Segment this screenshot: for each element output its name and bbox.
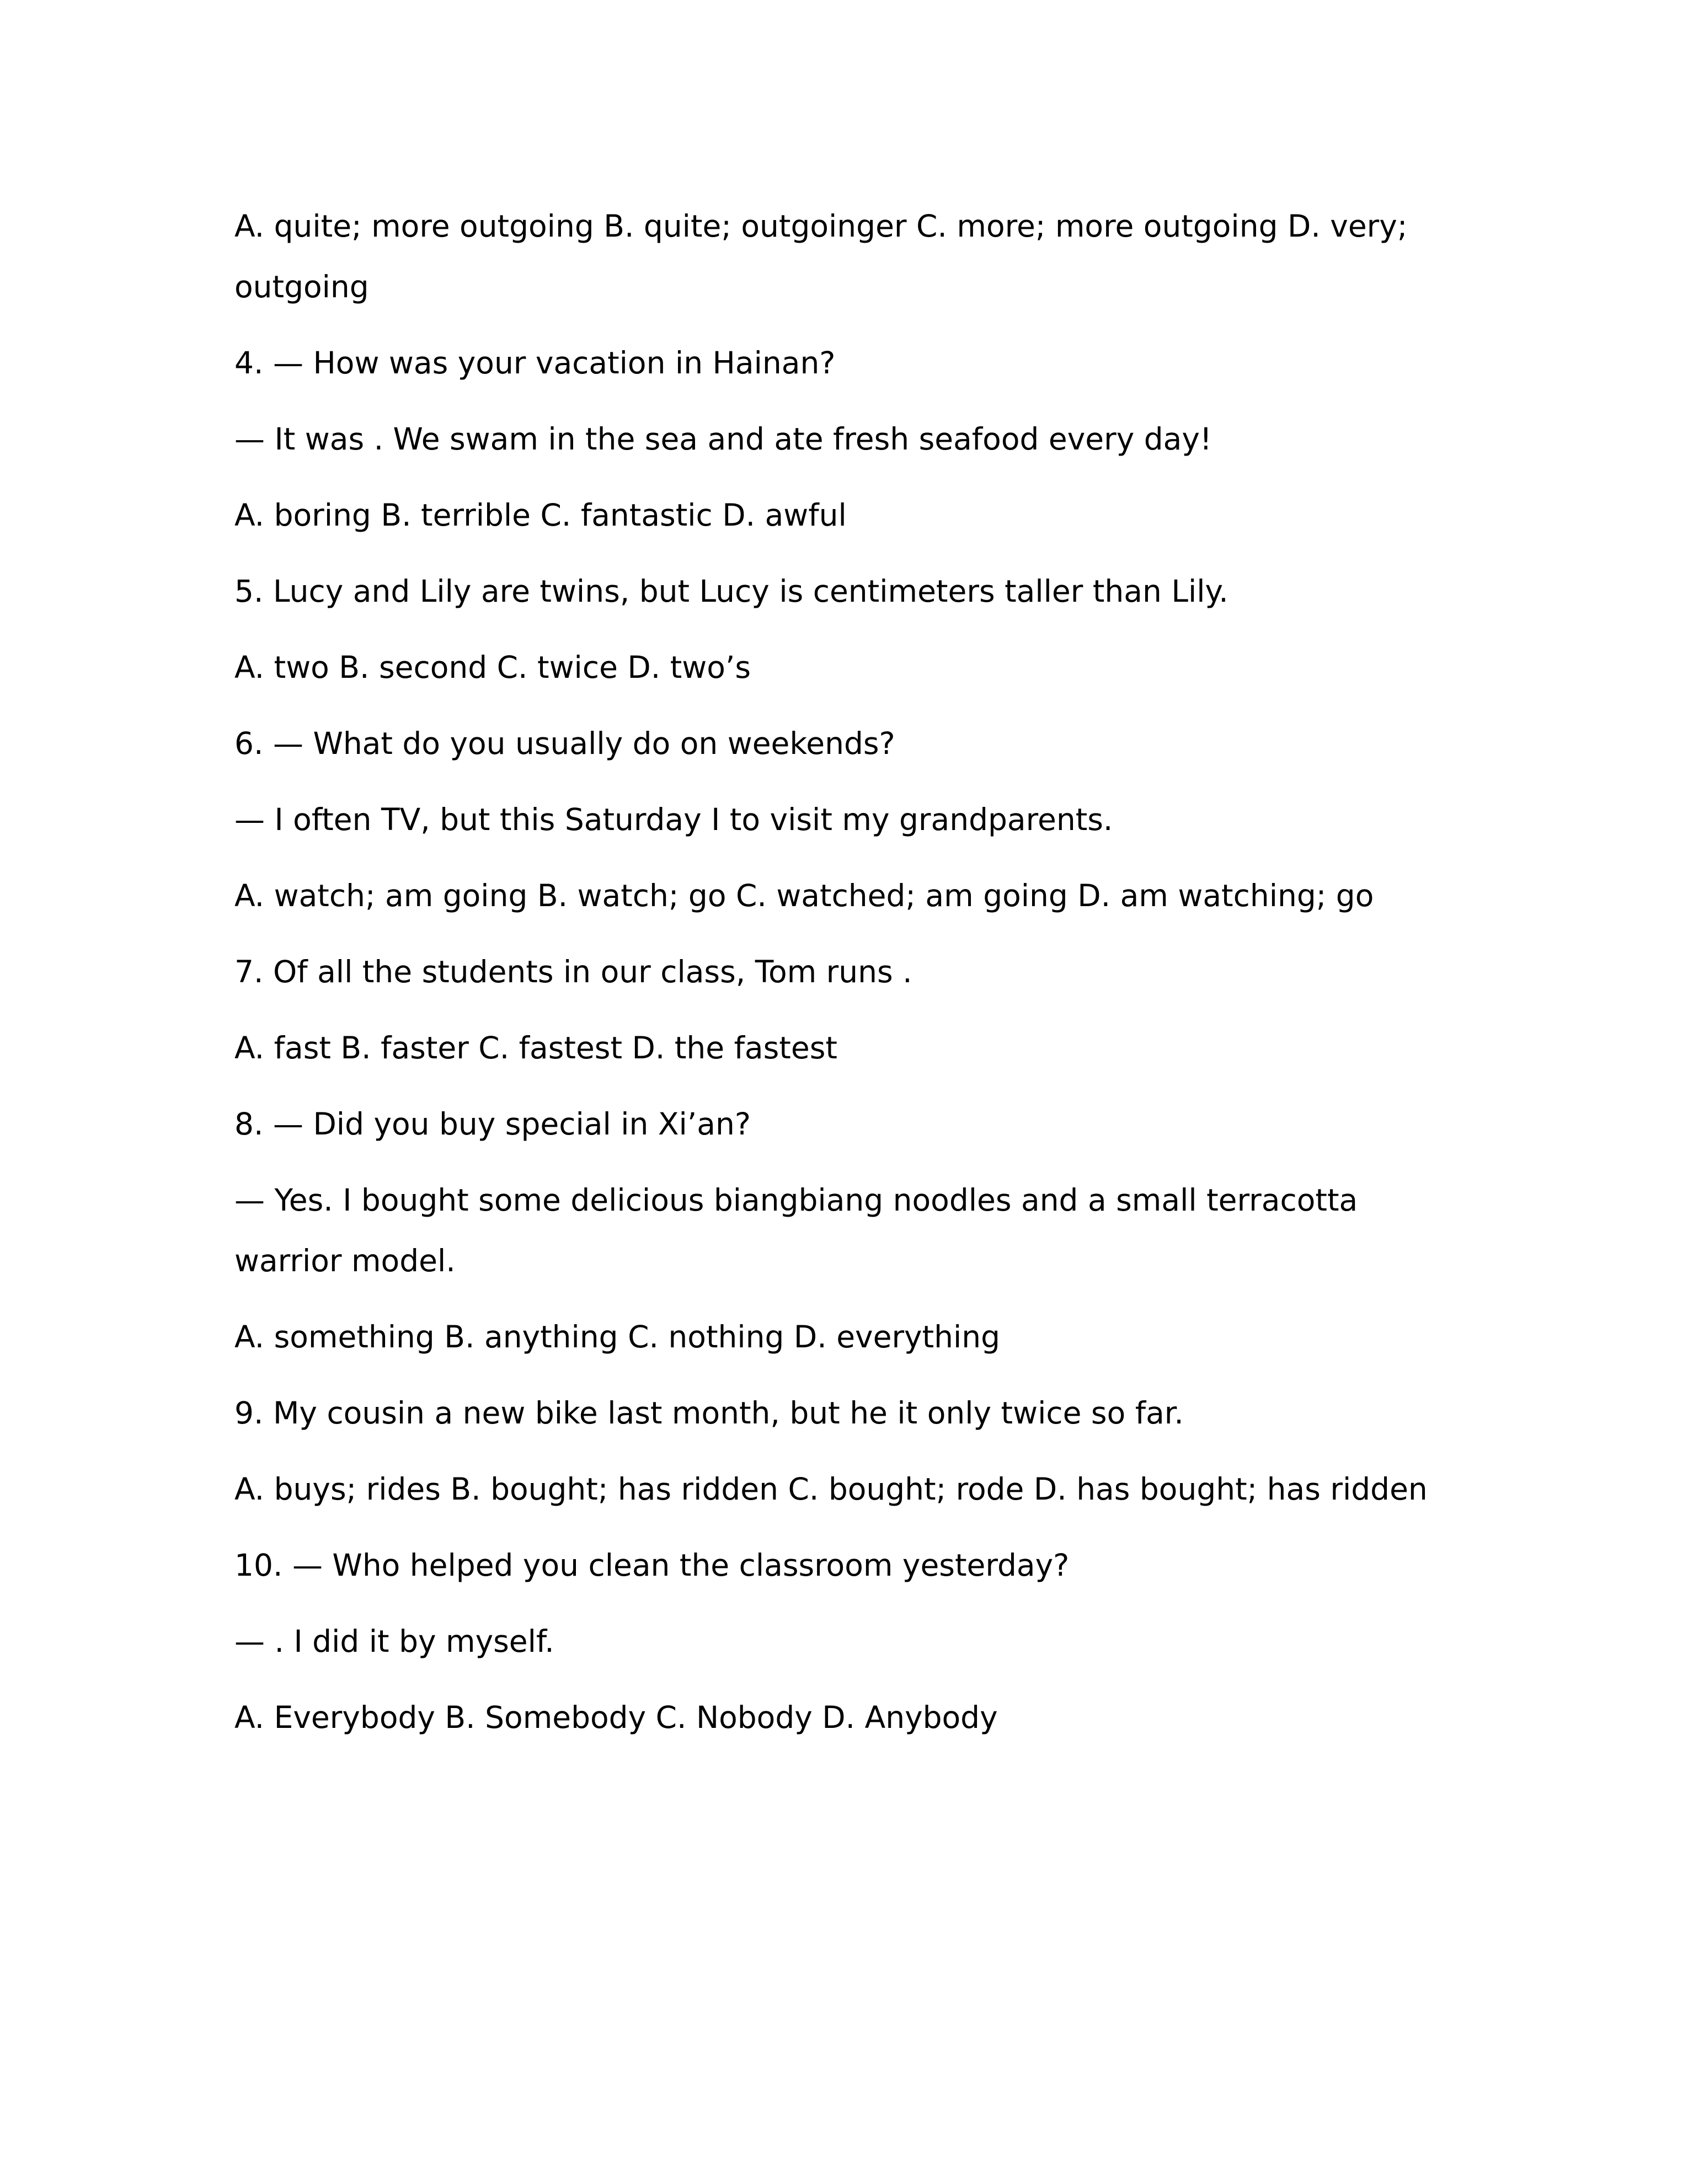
q4-question: 4. — How was your vacation in Hainan?: [234, 345, 836, 381]
q6-question: 6. — What do you usually do on weekends?: [234, 726, 895, 761]
q10-answer-line: — . I did it by myself.: [234, 1624, 554, 1659]
q7-question: 7. Of all the students in our class, Tom runs .: [234, 954, 912, 989]
q8-options: A. something B. anything C. nothing D. everything: [234, 1319, 1001, 1355]
q8-question: 8. — Did you buy special in Xi’an?: [234, 1106, 751, 1142]
q9-options: A. buys; rides B. bought; has ridden C. bought; rode D. has bought; has ridden: [234, 1471, 1428, 1507]
q6-answer-line: — I often TV, but this Saturday I to visit my grandparents.: [234, 802, 1113, 837]
q5-question: 5. Lucy and Lily are twins, but Lucy is centimeters taller than Lily.: [234, 574, 1228, 609]
q5-options: A. two B. second C. twice D. two’s: [234, 650, 751, 685]
q8-answer-line: — Yes. I bought some delicious biangbiang noodles and a small terracotta warrior model.: [234, 1182, 1358, 1278]
q4-options: A. boring B. terrible C. fantastic D. awful: [234, 497, 847, 533]
q6-options: A. watch; am going B. watch; go C. watched; am going D. am watching; go: [234, 878, 1374, 913]
q9-question: 9. My cousin a new bike last month, but he it only twice so far.: [234, 1395, 1184, 1431]
q7-options: A. fast B. faster C. fastest D. the fastest: [234, 1030, 837, 1066]
q10-options: A. Everybody B. Somebody C. Nobody D. Anybody: [234, 1700, 998, 1735]
q4-answer-line: — It was . We swam in the sea and ate fresh seafood every day!: [234, 421, 1212, 457]
q3-options: A. quite; more outgoing B. quite; outgoinger C. more; more outgoing D. very; outgoing: [234, 208, 1408, 304]
q10-question: 10. — Who helped you clean the classroom yesterday?: [234, 1548, 1070, 1583]
question-list: [234, 196, 1456, 1763]
